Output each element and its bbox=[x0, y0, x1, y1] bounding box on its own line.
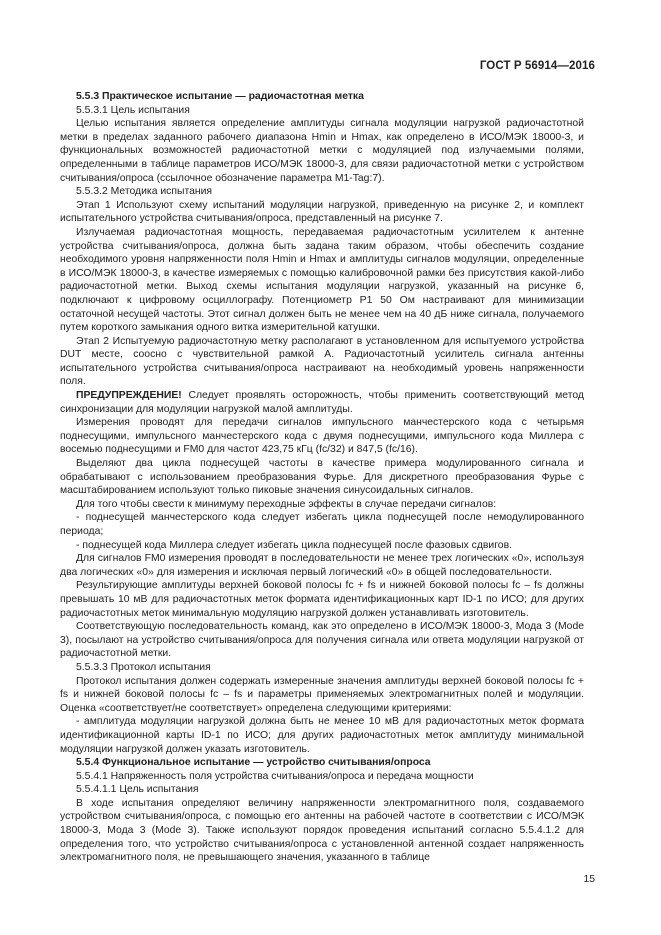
paragraph: Для того чтобы свести к минимуму переходные эффекты в случае передачи сигналов: bbox=[76, 498, 497, 510]
paragraph: Целью испытания является определение амплитуды сигнала модуляции нагрузкой радиочастотной метки в пределах заданного рабочего диапазона Hmin и Hmax, как определено в ИСО/МЭК 18000-3, и функциональных возможностей радиочастотной метки с модуляцией под излучаемыми полями, определенными в таблице параметров ИСО/МЭК 18000-3, для связи радиочастотной метки с устройством считывания/опроса (ссылочное обозначение параметра M1-Tag:7). bbox=[60, 118, 584, 184]
paragraph: Этап 1 Используют схему испытаний модуляции нагрузкой, приведенную на рисунке 2, и комплект испытательного устройства считывания/опроса, представленный на рисунке 7. bbox=[60, 199, 584, 225]
paragraph: Измерения проводят для передачи сигналов импульсного манчестерского кода с четырьмя поднесущими, импульсного манчестерского кода с двумя поднесущими, импульсного кода Миллера с восемью поднесущими и FM0 для частот 423,75 кГц (fc/32) и 847,5 (fc/16). bbox=[60, 417, 584, 456]
list-item: - поднесущей манчестерского кода следует избегать цикла поднесущей после немодулированного периода; bbox=[60, 512, 584, 537]
paragraph: Соответствующую последовательность команд, как это определено в ИСО/МЭК 18000-3, Мода 3 (Mode 3), посылают на устройство считывания/опроса для получения сигнала или ответа модуляции нагрузкой от радиочастотной метки. bbox=[60, 621, 584, 660]
paragraph: Выделяют два цикла поднесущей частоты в качестве примера модулированного сигнала и обрабатывают с использованием преобразования Фурье. Для дискретного преобразования Фурье с масштабированием используют только пиковые значения синусоидальных сигналов. bbox=[60, 458, 584, 497]
list-item: - амплитуда модуляции нагрузкой должна быть не менее 10 мВ для радиочастотных меток формата идентификационной карты ID-1 по ИСО; для других радиочастотных меток амплитуду минимальной модуляции нагрузкой должен указать изготовитель. bbox=[60, 716, 584, 755]
paragraph: Протокол испытания должен содержать измеренные значения амплитуды верхней боковой полосы fc + fs и нижней боковой полосы fc – fs и параметры применяемых электромагнитных полей и модуляции. Оценка «соответствует/не соответствует» определена следующими критериями: bbox=[60, 675, 584, 714]
subheading-5-5-3-2: 5.5.3.2 Методика испытания bbox=[76, 186, 213, 198]
subheading-5-5-4-1: 5.5.4.1 Напряженность поля устройства считывания/опроса и передача мощности bbox=[76, 770, 474, 782]
warning-text: Следует проявлять осторожность, чтобы применить соответствующий метод синхронизации для модуляции нагрузкой малой амплитуды. bbox=[60, 390, 584, 415]
heading-5-5-3: 5.5.3 Практическое испытание — радиочастотная метка bbox=[76, 91, 364, 102]
paragraph: Для сигналов FM0 измерения проводят в последовательности не менее трех логических «0», используя два логических «0» для измерения и исключая первый логический «0» в общей последовательности. bbox=[60, 553, 584, 578]
page-header: ГОСТ Р 56914—2016 bbox=[479, 60, 595, 72]
page-number: 15 bbox=[583, 874, 595, 885]
paragraph: Излучаемая радиочастотная мощность, передаваемая радиочастотным усилителем к антенне устройства считывания/опроса, должна быть задана таким образом, чтобы обеспечить создание необходимого уровня напряженности поля Hmin и Hmax и амплитуды сигналов модуляции, определенные в ИСО/МЭК 18000-3, в качестве измеряемых с помощью калибровочной рамки без присутствия какой-либо радиочастотной метки. Выход схемы испытания модуляции нагрузкой, указанный на рисунке 6, подключают к цифровому осциллографу. Потенциометр Р1 50 Ом настраивают для минимизации остаточной несущей частоты. Этот сигнал должен быть не менее чем на 40 дБ ниже сигнала, получаемого путем короткого замыкания одного витка измерительной катушки. bbox=[60, 226, 584, 334]
document-body bbox=[60, 90, 584, 865]
paragraph: Результирующие амплитуды верхней боковой полосы fc + fs и нижней боковой полосы fc – fs должны превышать 10 мВ для радиочастотных меток формата идентификационных карт ID-1 по ИСО; для других радиочастотных меток минимальную модуляцию нагрузкой должен устанавливать изготовитель. bbox=[60, 580, 584, 619]
warning-label: ПРЕДУПРЕЖДЕНИЕ! bbox=[76, 390, 182, 402]
list-item: - поднесущей кода Миллера следует избегать цикла поднесущей после фазовых сдвигов. bbox=[76, 539, 512, 551]
subheading-5-5-3-3: 5.5.3.3 Протокол испытания bbox=[76, 661, 211, 673]
subheading-5-5-4-1-1: 5.5.4.1.1 Цель испытания bbox=[76, 784, 199, 796]
subheading-5-5-3-1: 5.5.3.1 Цель испытания bbox=[76, 104, 190, 116]
heading-5-5-4: 5.5.4 Функциональное испытание — устройство считывания/опроса bbox=[76, 757, 431, 769]
paragraph: В ходе испытания определяют величину напряженности электромагнитного поля, создаваемого устройством считывания/опроса, с помощью его антенны на рабочей частоте в соответствии с ИСО/МЭК 18000-3, Мода 3 (Mode 3). Также используют порядок проведения испытаний согласно 5.5.4.1.2 для определения того, что устройство считывания/опроса с установленной антенной создает напряженность электромагнитного поля, не превышающего значения, указанного в таблице bbox=[60, 797, 584, 864]
warning-paragraph bbox=[60, 389, 584, 416]
paragraph: Этап 2 Испытуемую радиочастотную метку располагают в установленном для испытуемого устройства DUT месте, соосно с чувствительной рамкой А. Радиочастотный усилитель сигнала антенны испытательного устройства считывания/опроса настраивают на необходимый уровень напряженности поля. bbox=[60, 335, 584, 388]
